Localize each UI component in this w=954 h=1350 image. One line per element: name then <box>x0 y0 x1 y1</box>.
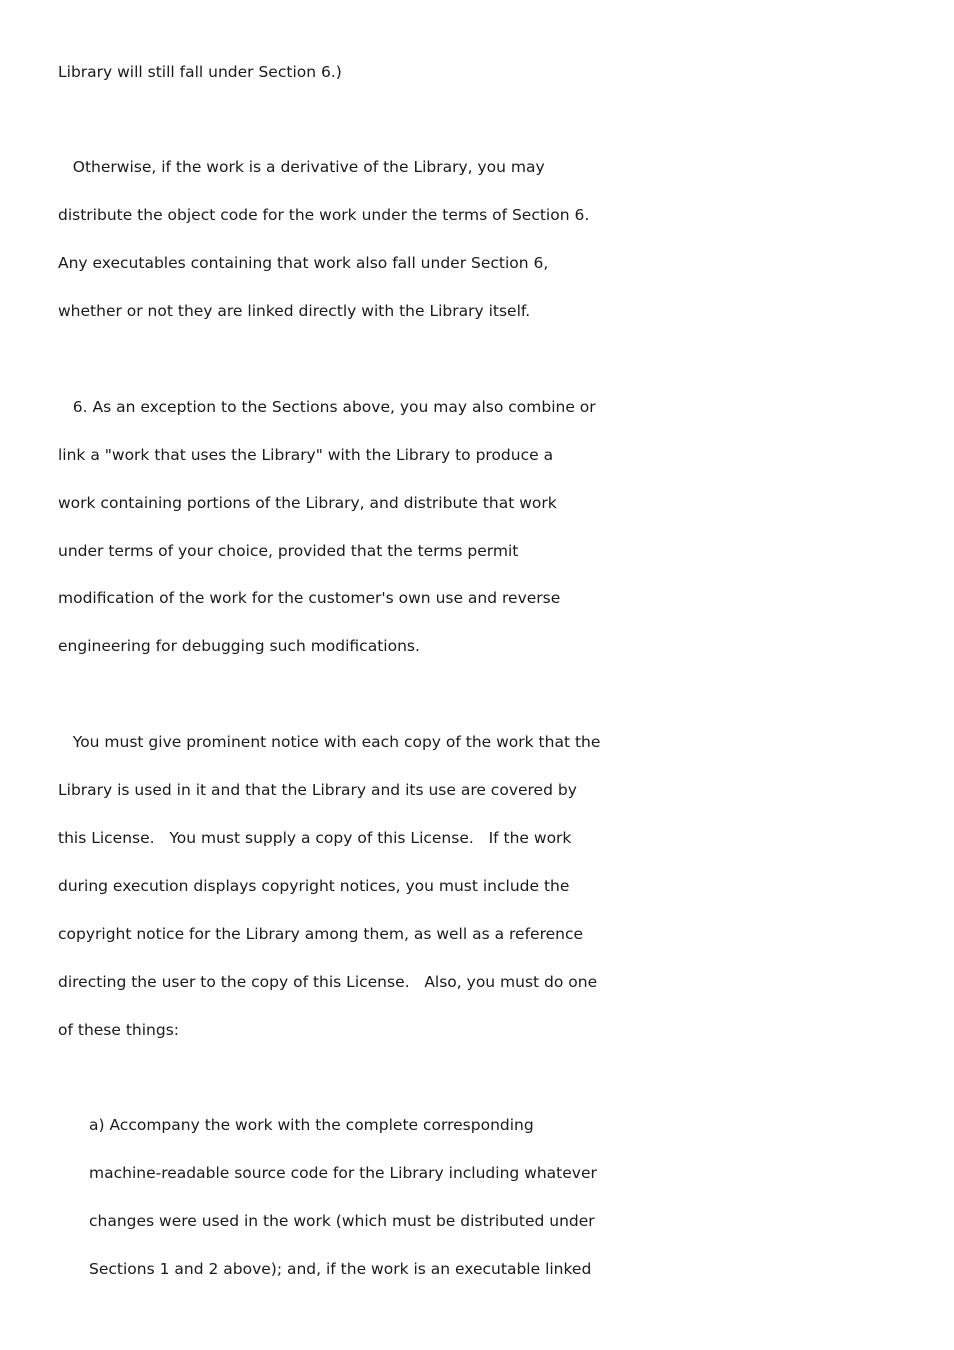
text-line: this License. You must supply a copy of this License. If the work <box>58 829 572 847</box>
text-line: work containing portions of the Library, and distribute that work <box>58 494 557 512</box>
text-line: Library is used in it and that the Library and its use are covered by <box>58 781 577 799</box>
text-line: link a "work that uses the Library" with the Library to produce a <box>58 446 554 464</box>
text-line: engineering for debugging such modifications. <box>58 637 420 655</box>
text-line: You must give prominent notice with each copy of the work that the <box>58 733 601 751</box>
text-line: during execution displays copyright notices, you must include the <box>58 877 570 895</box>
text-line: distribute the object code for the work under the terms of Section 6. <box>58 206 590 224</box>
text-line: whether or not they are linked directly with the Library itself. <box>58 302 531 320</box>
text-line: Any executables containing that work also fall under Section 6, <box>58 254 549 272</box>
text-line: Sections 1 and 2 above); and, if the work is an executable linked <box>89 1260 592 1278</box>
text-line: modification of the work for the customer's own use and reverse <box>58 589 561 607</box>
text-line: a) Accompany the work with the complete corresponding <box>89 1116 534 1134</box>
text-line: under terms of your choice, provided that the terms permit <box>58 542 519 560</box>
text-line: Otherwise, if the work is a derivative of the Library, you may <box>58 158 545 176</box>
text-line: machine-readable source code for the Library including whatever <box>89 1164 597 1182</box>
text-line: copyright notice for the Library among them, as well as a reference <box>58 925 584 943</box>
text-line: changes were used in the work (which must be distributed under <box>89 1212 595 1230</box>
text-line: of these things: <box>58 1021 180 1039</box>
text-line: Library will still fall under Section 6.) <box>58 63 342 81</box>
text-line: 6. As an exception to the Sections above, you may also combine or <box>58 398 596 416</box>
text-line: directing the user to the copy of this License. Also, you must do one <box>58 973 598 991</box>
